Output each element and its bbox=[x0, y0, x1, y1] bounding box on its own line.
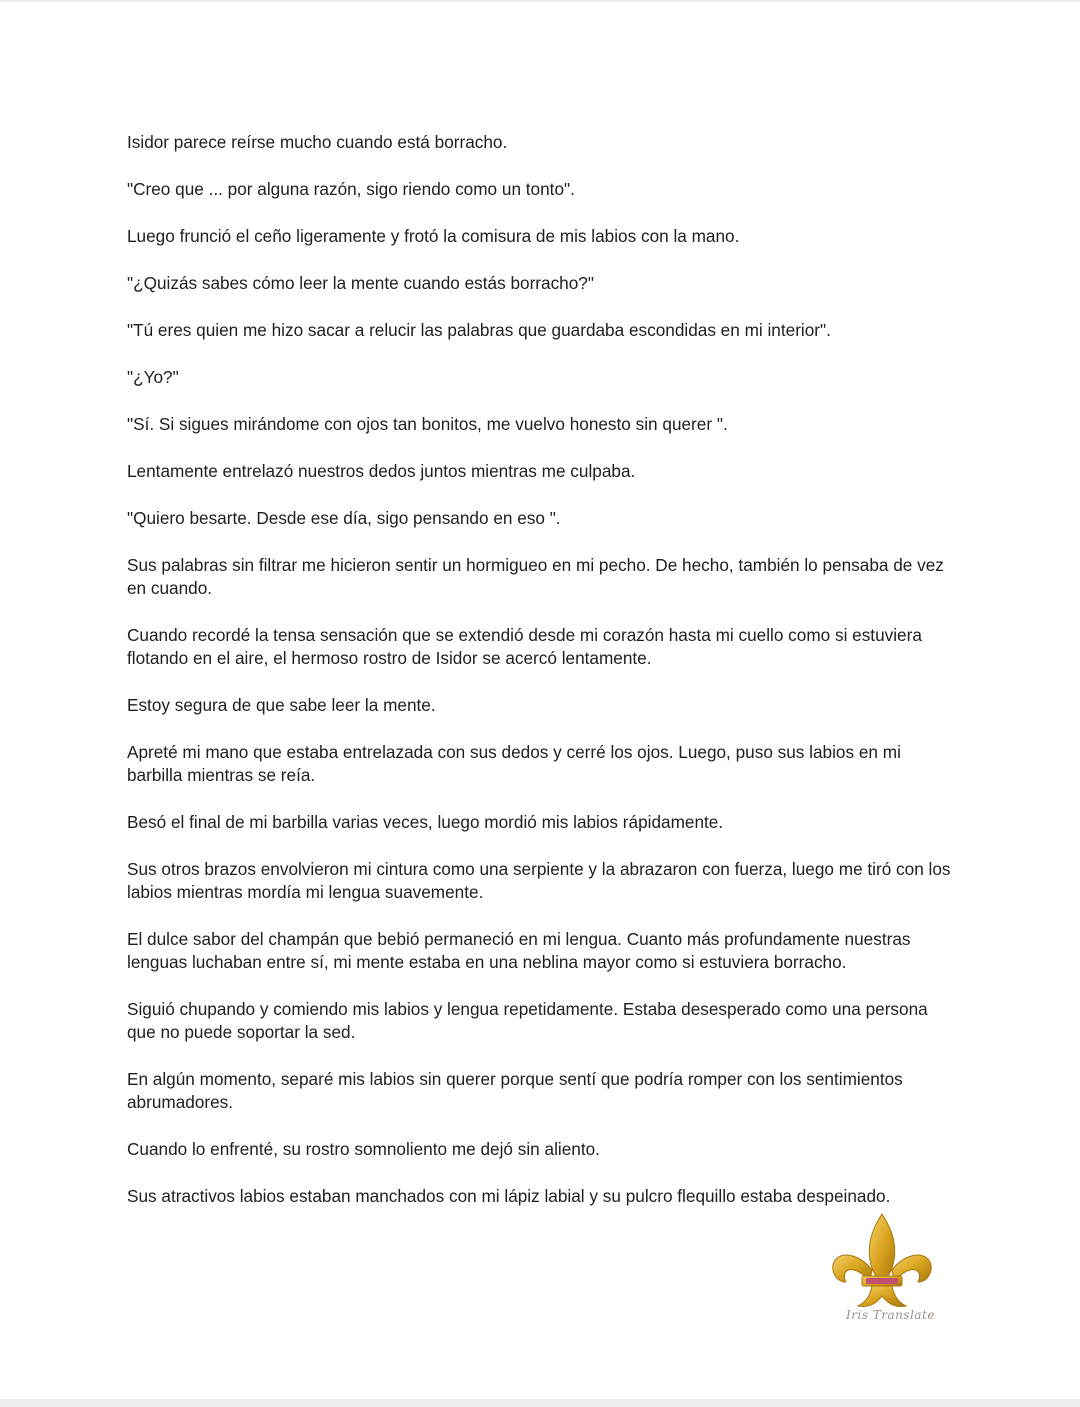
paragraph: Luego frunció el ceño ligeramente y frotó la comisura de mis labios con la mano. bbox=[127, 226, 740, 246]
paragraph: Isidor parece reírse mucho cuando está borracho. bbox=[127, 132, 508, 152]
paragraph: Cuando recordé la tensa sensación que se extendió desde mi corazón hasta mi cuello como si estuviera flotando en el aire, el hermoso rostro de Isidor se acercó lentamente. bbox=[127, 625, 922, 668]
paragraph: Siguió chupando y comiendo mis labios y lengua repetidamente. Estaba desesperado como una persona que no puede soportar la sed. bbox=[127, 999, 928, 1042]
signature-watermark: Iris Translate bbox=[846, 1308, 935, 1322]
paragraph: "Tú eres quien me hizo sacar a relucir las palabras que guardaba escondidas en mi interior". bbox=[127, 320, 831, 340]
paragraph: "Creo que ... por alguna razón, sigo riendo como un tonto". bbox=[127, 179, 575, 199]
paragraph: Sus otros brazos envolvieron mi cintura como una serpiente y la abrazaron con fuerza, luego me tiró con los labios mientras mordía mi lengua suavemente. bbox=[127, 859, 951, 902]
paragraph: "¿Yo?" bbox=[127, 367, 179, 387]
paragraph: "Sí. Si sigues mirándome con ojos tan bonitos, me vuelvo honesto sin querer ". bbox=[127, 414, 728, 434]
paragraph: Estoy segura de que sabe leer la mente. bbox=[127, 695, 436, 715]
document-body bbox=[127, 131, 957, 1232]
paragraph: Lentamente entrelazó nuestros dedos juntos mientras me culpaba. bbox=[127, 461, 636, 481]
paragraph: Apreté mi mano que estaba entrelazada con sus dedos y cerré los ojos. Luego, puso sus labios en mi barbilla mientras se reía. bbox=[127, 742, 901, 785]
paragraph: Cuando lo enfrenté, su rostro somnoliento me dejó sin aliento. bbox=[127, 1139, 600, 1159]
document-page bbox=[0, 2, 1080, 1399]
paragraph: "¿Quizás sabes cómo leer la mente cuando estás borracho?" bbox=[127, 273, 594, 293]
paragraph: Sus palabras sin filtrar me hicieron sentir un hormigueo en mi pecho. De hecho, también lo pensaba de vez en cuando. bbox=[127, 555, 944, 598]
paragraph: Sus atractivos labios estaban manchados con mi lápiz labial y su pulcro flequillo estaba despeinado. bbox=[127, 1186, 891, 1206]
paragraph: En algún momento, separé mis labios sin querer porque sentí que podría romper con los sentimientos abrumadores. bbox=[127, 1069, 903, 1112]
paragraph: El dulce sabor del champán que bebió permaneció en mi lengua. Cuanto más profundamente nuestras lenguas luchaban entre sí, mi mente estaba en una neblina mayor como si estuviera borracho. bbox=[127, 929, 911, 972]
paragraph: "Quiero besarte. Desde ese día, sigo pensando en eso ". bbox=[127, 508, 561, 528]
paragraph: Besó el final de mi barbilla varias veces, luego mordió mis labios rápidamente. bbox=[127, 812, 724, 832]
